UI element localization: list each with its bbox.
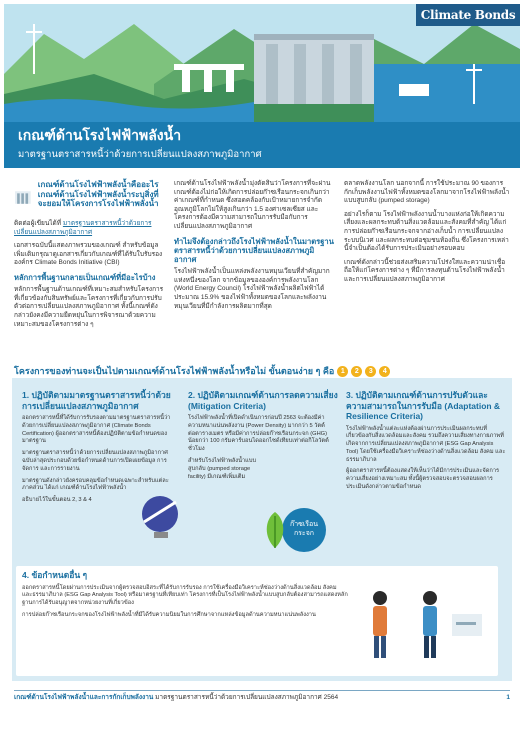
step-badge-1: 1 <box>337 366 348 377</box>
people-illustration <box>356 584 496 664</box>
step-2-note: สำหรับโรงไฟฟ้าพลังน้ำแบบสูบกลับ (pumped storage facility) มีเกณฑ์เพิ่มเติม <box>188 457 257 480</box>
contact-prefix: ติดต่อผู้เขียนได้ที่ <box>14 220 62 227</box>
footer-text: มาตรฐานตราสารหนี้ว่าด้วยการเปลี่ยนแปลงสภาพภูมิอากาศ 2564 <box>155 694 339 701</box>
left-para-1: เอกสารฉบับนี้แสดงภาพรวมของเกณฑ์ สำหรับข้อมูลเพิ่มเติมกรุณาดูเอกสารเกี่ยวกับเกณฑ์ที่ได้รับใบรับรอง องค์กร Climate Bonds Initiative (CBI) <box>14 242 163 267</box>
what-box <box>14 180 164 214</box>
what-title: เกณฑ์ด้านโรงไฟฟ้าพลังน้ำคืออะไร <box>37 180 159 189</box>
page-number: 1 <box>506 694 510 701</box>
steps-heading <box>14 364 514 378</box>
step-badge-2: 2 <box>351 366 362 377</box>
right-para-1: ตลาดพลังงานโลก นอกจากนี้ การใช้ประมาณ 90 ของการกักเก็บพลังงานไฟฟ้าทั้งหมดของโลกมาจากโรงไฟฟ้าพลังน้ำแบบสูบกลับ (pumped storage) <box>344 180 510 205</box>
steps-heading-text: โครงการของท่านจะเป็นไปตามเกณฑ์ด้านโรงไฟฟ้าพลังน้ำหรือไม่ ขั้นตอนง่าย ๆ คือ <box>14 366 335 376</box>
step-3-body-2: ผู้ออกตราสารหนี้ต้องแสดงให้เห็นว่าได้มีการประเมินและจัดการความเสี่ยงอย่างเหมาะสม ทั้งนี้ผู้ตรวจสอบจะตรวจสอบผลการประเมินดังกล่าวตามข้อกำหนด <box>346 468 500 491</box>
left-column <box>14 180 164 334</box>
step-1-body-2: มาตรฐานตราสารหนี้ว่าด้วยการเปลี่ยนแปลงสภาพภูมิอากาศฉบับล่าสุดประกอบด้วยข้อกำหนดด้านการเปิดเผยข้อมูล การจัดการ และการรายงาน <box>22 450 168 472</box>
page-footer <box>14 690 510 706</box>
ghg-circle: ก๊าซเรือนกระจก <box>282 508 326 552</box>
step-1-title: 1. ปฏิบัติตามมาตรฐานตราสารหนี้ว่าด้วยการเปลี่ยนแปลงสภาพภูมิอากาศ <box>22 390 171 411</box>
step-4-body: ออกตราสารหนี้โดยผ่านการประเมินจากผู้ตรวจสอบอิสระที่ได้รับการรับรอง การใช้เครื่องมือวิเคราะห์ช่องว่างด้านสิ่งแวดล้อม สังคม และธรรมาภิบาล (ESG Gap Analysis Tool) หรือมาตรฐานที่เทียบเท่า โครงการที่เป็นโรงไฟฟ้าพลังน้ำแบบสูบกลับต้องสามารถแสดงหลักฐานการได้รับอนุญาตจากหน่วยงานที่เกี่ยวข้อง <box>22 584 348 607</box>
climate-bonds-logo: Climate Bonds <box>416 4 520 26</box>
step-4-body-2: การปล่อยก๊าซเรือนกระจกของโรงไฟฟ้าพลังน้ำที่มีได้รับความนิยมในการศึกษาจากแหล่งข้อมูลด้านความหนาแน่นพลังงาน <box>22 611 316 618</box>
step-1-note: อธิบายไว้ในขั้นตอน 2, 3 & 4 <box>22 497 92 504</box>
step-2-body: โรงไฟฟ้าพลังน้ำที่เปิดดำเนินการก่อนปี 2563 จะต้องมีค่าความหนาแน่นพลังงาน (Power Density) มากกว่า 5 วัตต์ต่อตารางเมตร หรือมีค่าการปล่อยก๊าซเรือนกระจก (GHG) น้อยกว่า 100 กรัมคาร์บอนไดออกไซด์เทียบเท่าต่อกิโลวัตต์ชั่วโมง <box>188 415 329 453</box>
middle-heading-2: ทำไมจึงต้องกล่าวถึงโรงไฟฟ้าพลังน้ำในมาตรฐานตราสารหนี้ว่าด้วยการเปลี่ยนแปลงสภาพภูมิอากาศ <box>174 236 334 264</box>
dam-icon <box>14 180 32 214</box>
step-card-4 <box>22 570 348 624</box>
right-column <box>344 180 510 290</box>
title-bar <box>4 122 520 168</box>
page-subtitle: มาตรฐานตราสารหนี้ว่าด้วยการเปลี่ยนแปลงสภาพภูมิอากาศ <box>18 149 262 160</box>
step-2-title: 2. ปฏิบัติตามเกณฑ์ด้านการลดความเสี่ยง (Mitigation Criteria) <box>188 390 338 411</box>
left-para-2: หลักการพื้นฐานด้านเกณฑ์ที่เหมาะสมสำหรับโครงการที่เกี่ยวข้องกับสินทรัพย์และโครงการที่เกี่ยวกับการปรับตัวต่อการเปลี่ยนแปลงสภาพภูมิอากาศ ทั้งนี้เกณฑ์ดังกล่าวยังคงมีความยืดหยุ่นในการพิจารณาด้วยความเหมาะสมของโครงการต่าง ๆ <box>14 286 164 328</box>
step-3-title: 3. ปฏิบัติตามเกณฑ์ด้านการปรับตัวและความสามารถในการรับมือ (Adaptation & Resilience Criteria) <box>346 390 501 421</box>
middle-para-2: โรงไฟฟ้าพลังน้ำเป็นแหล่งพลังงานหมุนเวียนที่สำคัญมากแห่งหนึ่งของโลก จากข้อมูลขององค์การพลังงานโลก (World Energy Council) โรงไฟฟ้าพลังน้ำผลิตไฟฟ้าได้ประมาณ 15.9% ของไฟฟ้าทั้งหมดของโลกและพลังงานหมุนเวียนที่มีกำลังการผลิตมากที่สุด <box>174 268 330 310</box>
step-card-3 <box>346 390 506 496</box>
hero-illustration <box>4 4 520 122</box>
left-heading-2: หลักการพื้นฐานกลายเป็นเกณฑ์ที่มีอะไรบ้าง <box>14 272 156 282</box>
contact-text <box>14 220 164 237</box>
step-1-body-3: มาตรฐานดังกล่าวยังครอบคลุมข้อกำหนดเฉพาะสำหรับแต่ละภาคส่วน ได้แก่ เกณฑ์ด้านโรงไฟฟ้าพลังน้ำ <box>22 477 169 492</box>
leaf-icon <box>262 510 288 550</box>
contact-link[interactable]: มาตรฐานตราสารหนี้ว่าด้วยการเปลี่ยนแปลงสภาพภูมิอากาศ <box>14 220 152 236</box>
right-para-2: อย่างไรก็ตาม โรงไฟฟ้าพลังงานน้ำบางแห่งก่อให้เกิดความเสี่ยงและผลกระทบด้านสิ่งแวดล้อมและสังคมที่สำคัญ ได้แก่ การปล่อยก๊าซเรือนกระจกจากอ่างเก็บน้ำ การเปลี่ยนแปลงระบบนิเวศ และผลกระทบต่อชุมชนท้องถิ่น ซึ่งโครงการเหล่านี้จำเป็นต้องได้รับการประเมินอย่างรอบคอบ <box>344 210 509 253</box>
middle-para-1: เกณฑ์ด้านโรงไฟฟ้าพลังน้ำมุ่งตัดสินว่าโครงการที่จะผ่านเกณฑ์ต้องไม่ก่อให้เกิดการปล่อยก๊าซเรือนกระจกเกินกว่าค่าเกณฑ์ที่กำหนด ซึ่งสอดคล้องกับเป้าหมายการจำกัดอุณหภูมิโลกไม่ให้สูงเกินกว่า 1.5 องศาเซลเซียส และโครงการต้องมีความสามารถในการรับมือกับการเปลี่ยนแปลงสภาพภูมิอากาศ <box>174 180 331 230</box>
step-4-title: 4. ข้อกำหนดอื่น ๆ <box>22 570 88 580</box>
page-title: เกณฑ์ด้านโรงไฟฟ้าพลังน้ำ <box>18 128 182 144</box>
step-3-body: โรงไฟฟ้าพลังน้ำแต่ละแห่งต้องผ่านการประเมินผลกระทบที่เกี่ยวข้องกับสิ่งแวดล้อมและสังคม รวมถึงความเสี่ยงทางกายภาพที่เกิดจากการเปลี่ยนแปลงสภาพภูมิอากาศ (ESG Gap Analysis Tool) โดยใช้เครื่องมือวิเคราะห์ช่องว่างด้านสิ่งแวดล้อม สังคม และธรรมาภิบาล <box>346 425 506 463</box>
footer-bold: เกณฑ์ด้านโรงไฟฟ้าพลังน้ำและการกักเก็บพลังงาน <box>14 694 154 701</box>
step-1-body: ออกตราสารหนี้ที่ได้รับการรับรองตามมาตรฐานตราสารหนี้ว่าด้วยการเปลี่ยนแปลงสภาพภูมิอากาศ (Climate Bonds Certification) ผู้ออกตราสารหนี้ต้องปฏิบัติตามข้อกำหนดของมาตรฐาน <box>22 415 171 445</box>
step-badge-4: 4 <box>379 366 390 377</box>
middle-column <box>174 180 334 316</box>
ball-stand-icon <box>140 492 184 540</box>
right-para-3: เกณฑ์ดังกล่าวนี้ช่วยส่งเสริมความโปร่งใสและความน่าเชื่อถือให้แก่โครงการต่าง ๆ ที่มีการลงทุนด้านโรงไฟฟ้าพลังน้ำและการเปลี่ยนแปลงสภาพภูมิอากาศ <box>344 258 506 283</box>
what-desc: เกณฑ์ด้านโรงไฟฟ้าพลังน้ำระบุสิ่งที่จะยอมให้โครงการโรงไฟฟ้าพลังน้ำ <box>37 189 159 208</box>
step-badge-3: 3 <box>365 366 376 377</box>
step-card-2 <box>188 390 338 485</box>
